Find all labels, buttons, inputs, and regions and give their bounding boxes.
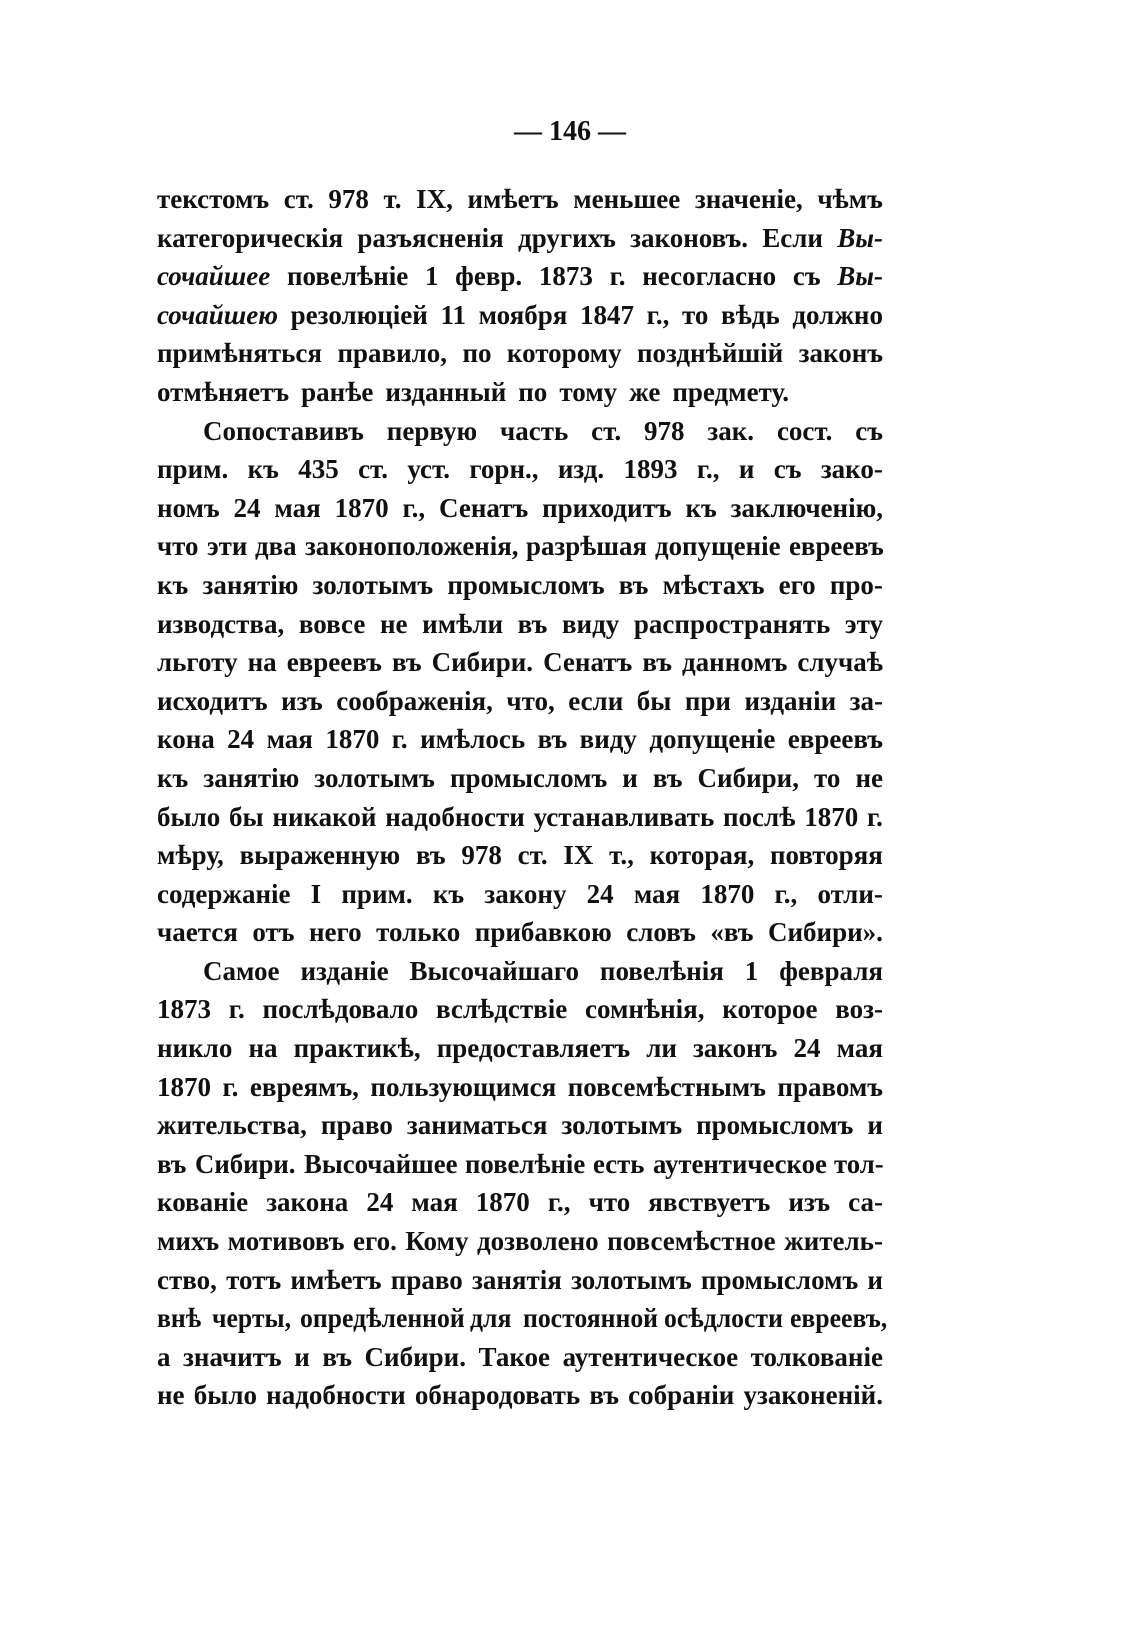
text-line: къ занятію золотымъ промысломъ въ мѣстахъ его про- <box>157 569 883 600</box>
text-line: содержаніе I прим. къ закону 24 мая 1870 г., отли- <box>157 878 883 909</box>
text-line: внѣ черты, опредѣленной для постоянной осѣдлости евреевъ, <box>157 1303 888 1334</box>
text-line: текстомъ ст. 978 т. IX, имѣетъ меньшее значеніе, чѣмъ <box>157 184 883 214</box>
text-line: изводства, вовсе не имѣли въ виду распространять эту <box>157 608 883 639</box>
text-line: сочайшею резолюціей 11 моября 1847 г., то вѣдь должно <box>157 299 883 330</box>
text-line: 1870 г. евреямъ, пользующимся повсемѣстнымъ правомъ <box>157 1071 883 1102</box>
text-line: категорическія разъясненія другихъ законовъ. Если Вы- <box>157 222 883 253</box>
text-line: исходитъ изъ соображенія, что, если бы при изданіи за- <box>157 685 883 716</box>
text-line: кона 24 мая 1870 г. имѣлось въ виду допущеніе евреевъ <box>157 724 883 755</box>
text-line: отмѣняетъ ранѣе изданный по тому же предмету. <box>157 376 790 407</box>
text-line: жительства, право заниматься золотымъ промысломъ и <box>157 1110 883 1141</box>
text-line: никло на практикѣ, предоставляетъ ли законъ 24 мая <box>157 1033 883 1064</box>
text-line: льготу на евреевъ въ Сибири. Сенатъ въ данномъ случаѣ <box>157 647 883 678</box>
text-line: мѣру, выраженную въ 978 ст. IX т., которая, повторяя <box>157 840 883 871</box>
text-line: чается отъ него только прибавкою словъ «въ Сибири». <box>157 917 883 948</box>
text-line: что эти два законоположенія, разрѣшая допущеніе евреевъ <box>157 531 884 562</box>
text-line: Самое изданіе Высочайшаго повелѣнія 1 февраля <box>203 955 883 986</box>
text-line: 1873 г. послѣдовало вслѣдствіе сомнѣнія, которое воз- <box>157 994 883 1025</box>
page-body-text <box>157 180 888 1415</box>
page-number: — 146 — <box>514 116 626 147</box>
text-line: къ занятію золотымъ промысломъ и въ Сибири, то не <box>157 762 883 793</box>
text-line: не было надобности обнародовать въ собраніи узаконеній. <box>157 1380 883 1411</box>
text-line: ство, тотъ имѣетъ право занятія золотымъ промысломъ и <box>157 1264 883 1295</box>
text-line: примѣняться правило, по которому позднѣйшій законъ <box>157 338 883 369</box>
text-line: прим. къ 435 ст. уст. горн., изд. 1893 г., и съ зако- <box>157 454 883 485</box>
text-line: номъ 24 мая 1870 г., Сенатъ приходитъ къ заключенію, <box>157 492 883 523</box>
text-line: кованіе закона 24 мая 1870 г., что явствуетъ изъ са- <box>157 1187 883 1218</box>
text-line: а значитъ и въ Сибири. Такое аутентическое толкованіе <box>157 1341 883 1372</box>
text-line: было бы никакой надобности устанавливать послѣ 1870 г. <box>157 801 883 832</box>
text-line: сочайшее повелѣніе 1 февр. 1873 г. несогласно съ Вы- <box>157 261 883 292</box>
text-line: въ Сибири. Высочайшее повелѣніе есть аутентическое тол- <box>157 1148 884 1179</box>
text-line: михъ мотивовъ его. Кому дозволено повсемѣстное житель- <box>157 1226 883 1257</box>
text-line: Сопоставивъ первую часть ст. 978 зак. сост. съ <box>203 415 883 446</box>
